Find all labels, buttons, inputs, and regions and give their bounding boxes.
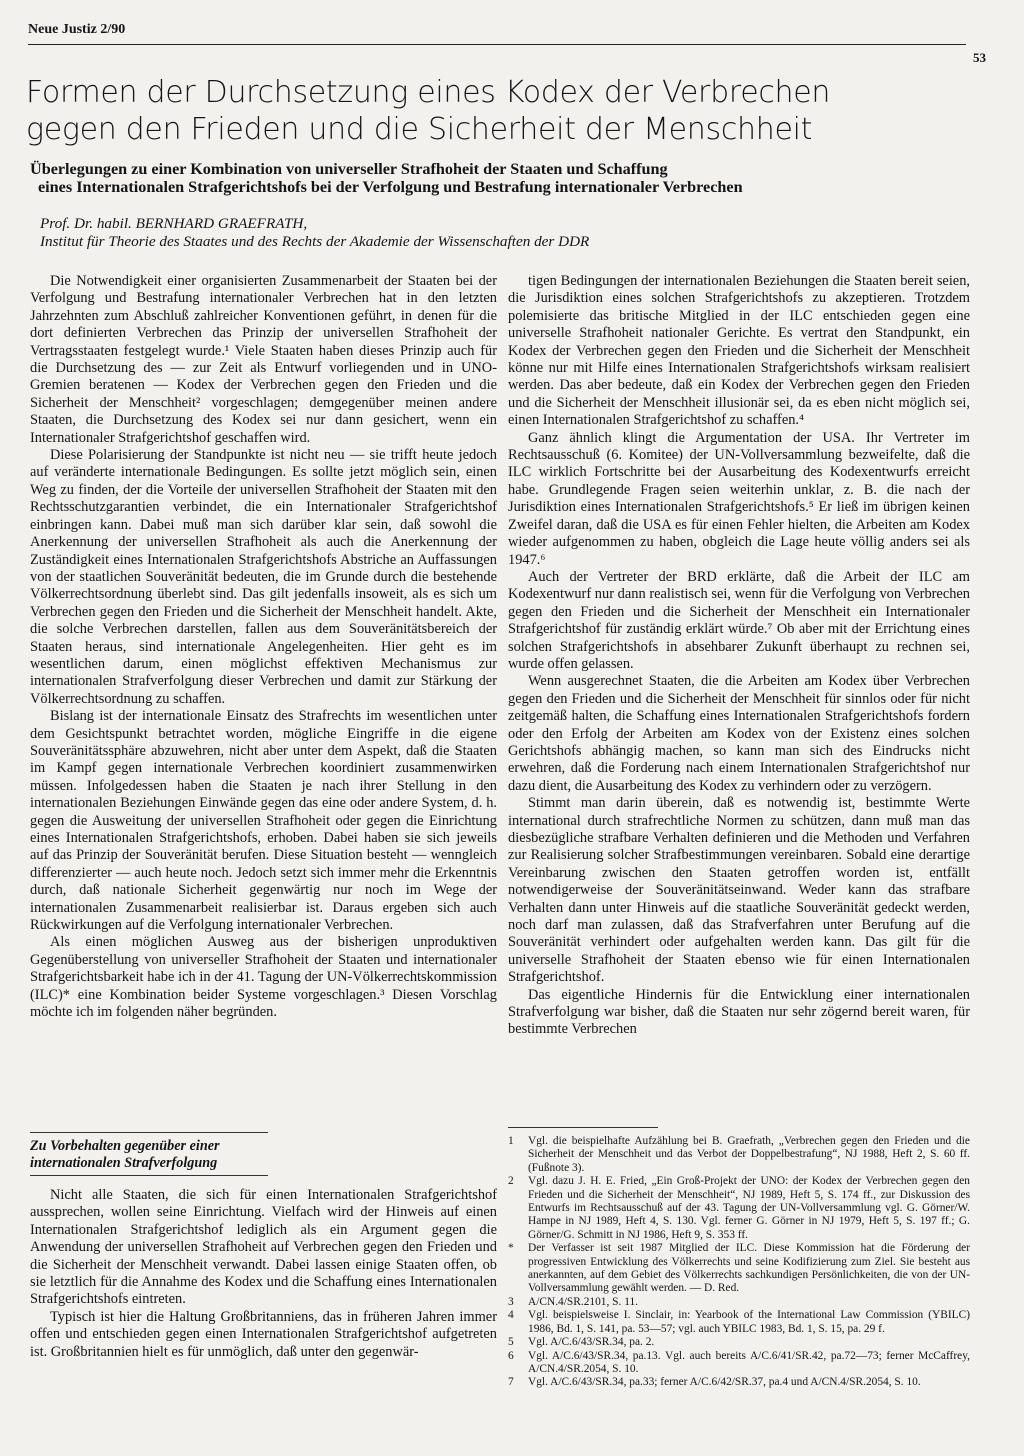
footnote-number: 2	[508, 1175, 514, 1188]
footnote-number: 4	[508, 1309, 514, 1322]
footnote	[508, 1242, 970, 1296]
section-heading-line: internationalen Strafverfolgung	[30, 1154, 218, 1171]
footnote-text: Vgl. dazu J. H. E. Fried, „Ein Groß-Projekt der UNO: der Kodex der Verbrechen gegen den Frieden und die Sicherheit der Menschheit“, NJ 1989, Heft 5, S. 174 ff., zur Diskussion des Entwurfs im Rechtsausschuß auf der 43. Tagung der UN-Vollversammlung vgl. G. Görner/W. Hampe in NJ 1989, Heft 4, S. 130. Vgl. ferner G. Görner in NJ 1979, Heft 5, S. 197 ff.; G. Görner/G. Schmitt in NJ 1986, Heft 9, S. 353 ff.	[528, 1175, 970, 1241]
footnote-number: 6	[508, 1349, 514, 1362]
body-paragraph: Stimmt man darin überein, daß es notwendig ist, bestimmte Werte international durch strafrechtliche Normen zu schützen, dann muß man das diesbezügliche strafbare Verhalten definieren und die Methoden und Verfahren zur Realisierung solcher Strafbestimmungen vereinbaren. Sobald eine derartige Vereinbarung zwischen den Staaten getroffen worden ist, entfällt notwendigerweise der Souveränitätseinwand. Weder kann das strafbare Verhalten dann unter Hinweis auf die staatliche Souveränität gedeckt werden, noch darf man zulassen, daß das Strafverfahren unter Berufung auf die Souveränität verhindert oder aufgehalten werden kann. Das gilt für die universelle Strafhoheit der Staaten ebenso wie für einen Internationalen Strafgerichtshof.	[508, 795, 970, 986]
body-paragraph: Als einen möglichen Ausweg aus der bisherigen unproduktiven Gegenüberstellung von universeller Strafhoheit der Staaten und internationaler Strafgerichtsbarkeit habe ich in der 41. Tagung der UN-Völkerrechtskommission (ILC)* eine Kombination beider Systeme vorgeschlagen.³ Diesen Vorschlag möchte ich im folgenden näher begründen.	[30, 934, 497, 1021]
subtitle-line: eines Internationalen Strafgerichtshofs bei der Verfolgung und Bestrafung internationaler Verbrechen	[38, 178, 743, 196]
footnote-number: 7	[508, 1376, 514, 1389]
header-rule	[28, 44, 966, 45]
footnote-text: Vgl. die beispielhafte Aufzählung bei B. Graefrath, „Verbrechen gegen den Frieden und die Sicherheit der Menschheit und das Verbot der Doppelbestrafung“, NJ 1988, Heft 2, S. 60 ff. (Fußnote 3).	[528, 1135, 970, 1174]
body-paragraph: tigen Bedingungen der internationalen Beziehungen die Staaten bereit seien, die Jurisdiktion eines solchen Strafgerichtshofs zu akzeptieren. Trotzdem polemisierte das britische Mitglied in der ILC entschieden gegen eine universelle Strafhoheit nationaler Gerichte. Es vertrat den Standpunkt, ein Kodex der Verbrechen gegen den Frieden und die Sicherheit der Menschheit könne nur mit Hilfe eines Internationalen Strafgerichtshofs wirksam realisiert werden. Das aber bedeute, daß ein Kodex der Verbrechen gegen den Frieden und die Sicherheit der Menschheit illusionär sei, da es eben nicht möglich sei, einen Internationalen Strafgerichtshof zu schaffen.⁴	[508, 273, 970, 429]
section-rule-bottom	[30, 1175, 268, 1176]
body-paragraph: Diese Polarisierung der Standpunkte ist nicht neu — sie trifft heute jedoch auf veränderte internationale Bedingungen. Es sollte jetzt möglich sein, einen Weg zu finden, der die Vorteile der universellen Strafhoheit der Staaten mit den Rechtsschutzgarantien verbindet, die ein Internationaler Strafgerichtshof einbringen kann. Dabei muß man sich darüber klar sein, daß sowohl die Anerkennung der universellen Strafhoheit als auch die Anerkennung der Zuständigkeit eines Internationalen Strafgerichtshofs Abstriche an Auffassungen von der staatlichen Souveränität bedeuten, die im Grunde durch die bestehende Völkerrechtsordnung überlebt sind. Das gilt jedenfalls insoweit, als es sich um Verbrechen gegen den Frieden und die Sicherheit der Menschheit handelt. Akte, die solche Verbrechen darstellen, fallen aus dem Souveränitätsbereich der Staaten heraus, sind internationale Angelegenheiten. Hier geht es im wesentlichen darum, einen möglichst effektiven Mechanismus zur internationalen Strafverfolgung dieser Verbrechen und damit zur Stärkung der Völkerrechtsordnung zu schaffen.	[30, 447, 497, 707]
subtitle-line: Überlegungen zu einer Kombination von universeller Strafhoheit der Staaten und Schaffung	[30, 160, 668, 178]
footnote-number: 5	[508, 1336, 514, 1349]
body-paragraph: Bislang ist der internationale Einsatz des Strafrechts im wesentlichen unter dem Gesichtspunkt betrachtet worden, mögliche Eingriffe in die eigene Souveränitätssphäre abzuwehren, nicht aber unter dem Aspekt, daß die Staaten im Kampf gegen internationale Verbrechen koordiniert zusammenwirken müssen. Infolgedessen haben die Staaten je nach ihrer Stellung in den internationalen Beziehungen Einwände gegen das eine oder andere System, d. h. gegen die Ausweitung der universellen Strafhoheit oder gegen die Einrichtung eines Internationalen Strafgerichtshofs, erhoben. Dabei haben sie sich jeweils auf das Prinzip der Souveränität berufen. Diese Situation besteht — wenngleich differenzierter — auch heute noch. Jedoch setzt sich immer mehr die Erkenntnis durch, daß nationale Sicherheit gegenwärtig nur noch im Wege der internationalen Zusammenarbeit realisierbar ist. Daraus ergeben sich auch Rückwirkungen auf die Verfolgung internationaler Verbrechen.	[30, 708, 497, 934]
footnote-text: Vgl. A/C.6/43/SR.34, pa.13. Vgl. auch bereits A/C.6/41/SR.42, pa.72—73; ferner McCaffrey, A/CN.4/SR.2054, S. 10.	[528, 1349, 970, 1375]
section-heading	[30, 1138, 268, 1171]
footnote	[508, 1336, 970, 1349]
footnote-rule	[508, 1127, 658, 1128]
body-paragraph: Nicht alle Staaten, die sich für einen Internationalen Strafgerichtshof aussprechen, wollen seine Einrichtung. Vielfach wird der Hinweis auf einen Internationalen Strafgerichtshof lediglich als ein Argument gegen die Anwendung der universellen Strafhoheit auf Verbrechen gegen den Frieden und die Sicherheit der Menschheit verwandt. Dabei lassen einige Staaten offen, ob sie letztlich für die Annahme des Kodex und die Schaffung eines Internationalen Strafgerichtshofs eintreten.	[30, 1187, 497, 1308]
body-paragraph: Ganz ähnlich klingt die Argumentation der USA. Ihr Vertreter im Rechtsausschuß (6. Komitee) der UN-Vollversammlung bezweifelte, daß die ILC wirklich Fortschritte bei der Ausarbeitung des Kodexentwurfs erreicht habe. Grundlegende Fragen seien weiterhin unklar, z. B. die nach der Jurisdiktion eines Internationalen Strafgerichtshofs.⁵ Er ließ im übrigen keinen Zweifel daran, daß die USA es für einen Fehler hielten, die Arbeiten am Kodex wieder aufgenommen zu haben, obgleich die Lage heute völlig anders sei als 1947.⁶	[508, 429, 970, 568]
footnote	[508, 1296, 970, 1309]
footnote-number: *	[508, 1242, 514, 1255]
article-title	[26, 74, 986, 148]
footnotes	[508, 1135, 970, 1390]
footnote-text: Vgl. A/C.6/43/SR.34, pa.33; ferner A/C.6/42/SR.37, pa.4 und A/CN.4/SR.2054, S. 10.	[528, 1376, 921, 1389]
author-block	[40, 215, 990, 251]
journal-header: Neue Justiz 2/90	[28, 22, 126, 37]
section-rule-top	[30, 1132, 268, 1133]
body-paragraph: Die Notwendigkeit einer organisierten Zusammenarbeit der Staaten bei der Verfolgung und Bestrafung internationaler Verbrechen hat in den letzten Jahrzehnten zum Abschluß zahlreicher Konventionen geführt, in denen für die dort definierten Verbrechen das Prinzip der universellen Strafhoheit der Vertragsstaaten festgelegt wurde.¹ Viele Staaten haben dieses Prinzip auch für die Durchsetzung des — zur Zeit als Entwurf vorliegenden und in UNO-Gremien beratenen — Kodex der Verbrechen gegen den Frieden und die Sicherheit der Menschheit² vorgeschlagen; demgegenüber meinen andere Staaten, die Durchsetzung des Kodex sei nur dann gesichert, wenn ein Internationaler Strafgerichtshof geschaffen wird.	[30, 273, 497, 446]
body-paragraph: Typisch ist hier die Haltung Großbritanniens, das in früheren Jahren immer offen und entschieden gegen einen Internationalen Strafgerichtshof aufgetreten ist. Großbritannien hielt es für unmöglich, daß unter den gegenwär-	[30, 1308, 497, 1360]
footnote-text: Vgl. A/C.6/43/SR.34, pa. 2.	[528, 1336, 655, 1349]
body-paragraph: Das eigentliche Hindernis für die Entwicklung einer internationalen Strafverfolgung war bisher, daß die Staaten nur sehr zögernd bereit waren, für bestimmte Verbrechen	[508, 986, 970, 1038]
footnote	[508, 1350, 970, 1377]
footnote-text: Vgl. beispielsweise I. Sinclair, in: Yearbook of the International Law Commission (YBILC) 1986, Bd. 1, S. 141, pa. 53—57; vgl. auch YBILC 1983, Bd. 1, S. 15, pa. 29 f.	[528, 1309, 970, 1335]
column-left-section	[30, 1187, 497, 1361]
column-left	[30, 273, 497, 1021]
footnote-number: 3	[508, 1295, 514, 1308]
footnote-text: A/CN.4/SR.2101, S. 11.	[528, 1295, 639, 1308]
author-affiliation: Institut für Theorie des Staates und des Rechts der Akademie der Wissenschaften der DDR	[40, 233, 590, 250]
footnote	[508, 1135, 970, 1175]
title-line: Formen der Durchsetzung eines Kodex der Verbrechen	[26, 75, 831, 110]
column-right	[508, 273, 970, 1039]
author-name: Prof. Dr. habil. BERNHARD GRAEFRATH,	[40, 215, 308, 232]
footnote-text: Der Verfasser ist seit 1987 Mitglied der ILC. Diese Kommission hat die Förderung der progressiven Entwicklung des Völkerrechts und seine Kodifizierung zum Ziel. Sie besteht aus anerkannten, auf dem Gebiet des Völkerrechts sachkundigen Persönlichkeiten, die von der UN-Vollversammlung gewählt werden. — D. Red.	[528, 1242, 970, 1295]
footnote-number: 1	[508, 1135, 514, 1147]
section-heading-line: Zu Vorbehalten gegenüber einer	[30, 1138, 220, 1154]
body-paragraph: Wenn ausgerechnet Staaten, die die Arbeiten am Kodex über Verbrechen gegen den Frieden und die Sicherheit der Menschheit für sinnlos oder für nicht zeitgemäß halten, die Schaffung eines Internationalen Strafgerichtshofs fordern oder den Erfolg der Arbeiten am Kodex von der Existenz eines solchen Gerichtshofs abhängig machen, so kann man sich des Eindrucks nicht erwehren, daß die Forderung nach einem Internationalen Strafgerichtshof nur dazu dient, die Ausarbeitung des Kodex zu verhindern oder zu verzögern.	[508, 673, 970, 794]
article-subtitle	[30, 160, 980, 196]
page-number: 53	[973, 50, 986, 65]
title-line: gegen den Frieden und die Sicherheit der Menschheit	[26, 112, 813, 147]
footnote	[508, 1175, 970, 1242]
footnote	[508, 1309, 970, 1336]
footnote	[508, 1376, 970, 1389]
body-paragraph: Auch der Vertreter der BRD erklärte, daß die Arbeit der ILC am Kodexentwurf nur dann realistisch sei, wenn für die Verfolgung von Verbrechen gegen den Frieden und die Sicherheit der Menschheit ein Internationaler Strafgerichtshof für zuständig erklärt würde.⁷ Ob aber mit der Errichtung eines solchen Strafgerichtshofs in absehbarer Zukunft überhaupt zu rechnen sei, wurde offen gelassen.	[508, 568, 970, 672]
